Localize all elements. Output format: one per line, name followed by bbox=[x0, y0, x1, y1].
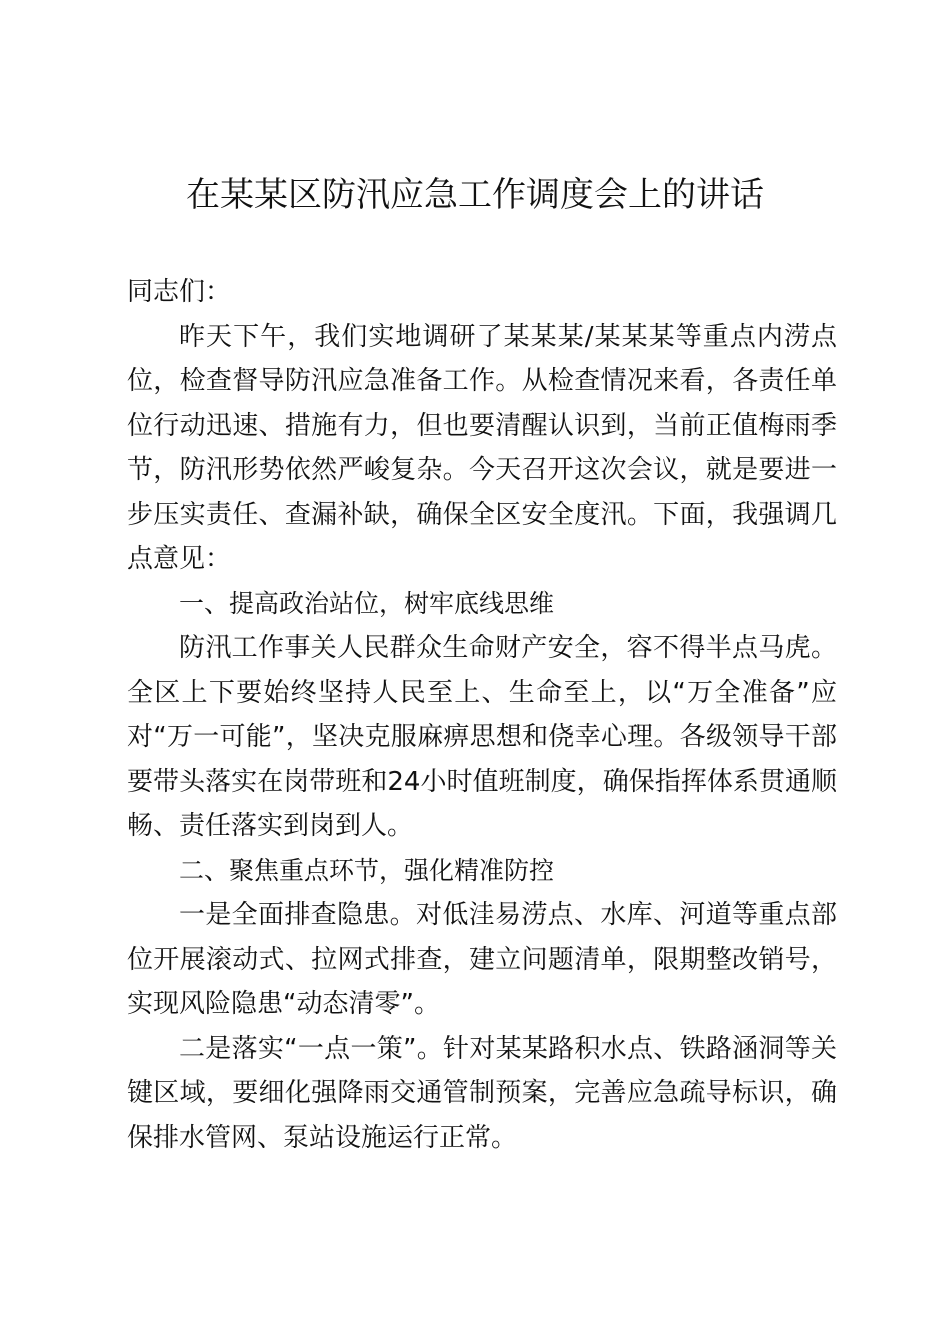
section-1-paragraph: 防汛工作事关人民群众生命财产安全，容不得半点马虎。全区上下要始终坚持人民至上、生命至上，以“万全准备”应对“万一可能”，坚决克服麻痹思想和侥幸心理。各级领导干部要带头落实在岗带班和24小时值班制度，确保指挥体系贯通顺畅、责任落实到岗到人。 bbox=[127, 633, 837, 841]
section-heading-2: 二、聚焦重点环节，强化精准防控 bbox=[179, 855, 555, 885]
salutation: 同志们： bbox=[127, 277, 232, 307]
section-heading-1: 一、提高政治站位，树牢底线思维 bbox=[179, 588, 555, 618]
section-2-point-2: 二是落实“一点一策”。针对某某路积水点、铁路涵洞等关键区域，要细化强降雨交通管制预案，完善应急疏导标识，确保排水管网、泵站设施运行正常。 bbox=[127, 1033, 837, 1153]
document-title: 在某某区防汛应急工作调度会上的讲话 bbox=[186, 175, 764, 215]
intro-paragraph: 昨天下午，我们实地调研了某某某/某某某等重点内涝点位，检查督导防汛应急准备工作。从检查情况来看，各责任单位行动迅速、措施有力，但也要清醒认识到，当前正值梅雨季节，防汛形势依然严峻复杂。今天召开这次会议，就是要进一步压实责任、查漏补缺，确保全区安全度汛。下面，我强调几点意见： bbox=[127, 321, 837, 574]
document-body bbox=[127, 270, 837, 1160]
section-2-point-1: 一是全面排查隐患。对低洼易涝点、水库、河道等重点部位开展滚动式、拉网式排查，建立问题清单，限期整改销号，实现风险隐患“动态清零”。 bbox=[127, 900, 837, 1019]
